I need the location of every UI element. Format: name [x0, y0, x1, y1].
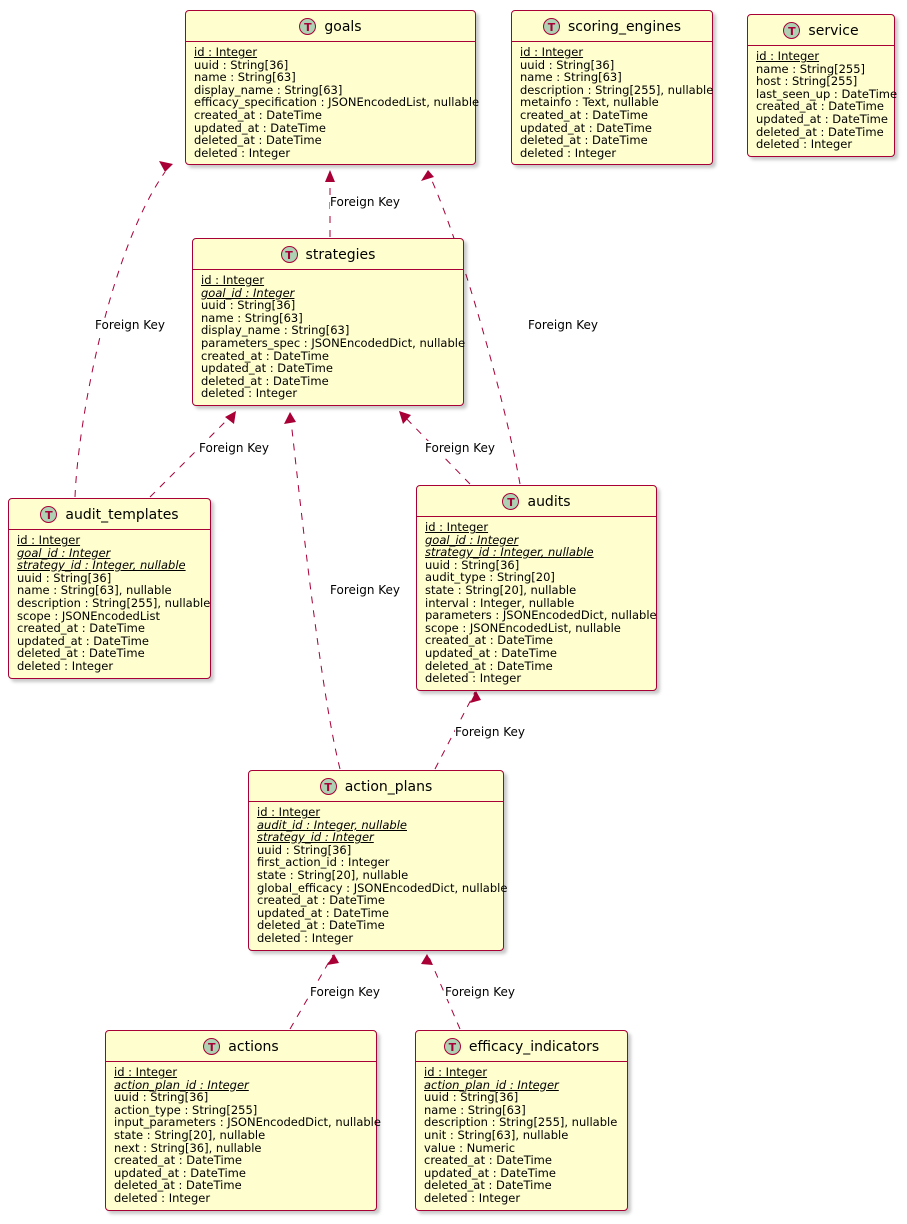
entity-field: updated_at : DateTime [756, 111, 888, 126]
entity-field: created_at : DateTime [424, 1153, 552, 1168]
entity-header-service [748, 15, 894, 46]
entity-field: uuid : String[36] [201, 298, 296, 313]
table-icon: T [444, 1038, 461, 1055]
entity-field: parameters : JSONEncodedDict, nullable [425, 608, 657, 623]
table-icon: T [543, 18, 560, 35]
entity-fields-strategies [193, 270, 466, 405]
entity-field: interval : Integer, nullable [425, 595, 575, 610]
entity-field: scope : JSONEncodedList [17, 608, 160, 623]
table-icon: T [40, 506, 57, 523]
link-audit-templates-goals [75, 172, 165, 497]
entity-field: uuid : String[36] [424, 1090, 519, 1105]
entity-fields-service [748, 46, 898, 156]
entity-header-action_plans [249, 771, 503, 802]
entity-field: updated_at : DateTime [257, 905, 389, 920]
entity-field: id : Integer [424, 1065, 488, 1079]
relationship-label: Foreign Key [310, 985, 380, 999]
entity-field: updated_at : DateTime [425, 645, 557, 660]
entity-actions[interactable] [105, 1030, 381, 1211]
entity-field: name : String[255] [756, 61, 866, 76]
entity-field: uuid : String[36] [194, 57, 289, 72]
entity-field: deleted : Integer [425, 671, 522, 686]
entity-field: action_type : String[255] [114, 1102, 258, 1117]
entity-field: action_plan_id : Integer [114, 1077, 249, 1092]
entity-field: name : String[63] [424, 1102, 526, 1117]
entity-field: id : Integer [257, 805, 321, 819]
entity-title: audit_templates [65, 506, 179, 523]
entity-field: description : String[255], nullable [520, 82, 714, 97]
entity-field: created_at : DateTime [520, 107, 648, 122]
entity-field: next : String[36], nullable [114, 1140, 262, 1155]
entity-field: goal_id : Integer [201, 285, 295, 300]
entity-field: input_parameters : JSONEncodedDict, nullable [114, 1115, 381, 1130]
entity-field: unit : String[63], nullable [424, 1127, 569, 1142]
entity-field: updated_at : DateTime [424, 1165, 556, 1180]
entity-title: efficacy_indicators [468, 1038, 600, 1055]
relationship-label: Foreign Key [330, 583, 400, 597]
entity-field: metainfo : Text, nullable [520, 95, 659, 110]
arrow-action-plans-strategies [284, 412, 296, 424]
entity-header-audit_templates [9, 499, 210, 530]
entity-field: scope : JSONEncodedList, nullable [425, 620, 621, 635]
entity-field: deleted_at : DateTime [257, 918, 385, 933]
entity-field: id : Integer [17, 533, 81, 547]
arrow-action-plans-audits [470, 691, 481, 703]
entity-field: deleted_at : DateTime [520, 133, 648, 148]
entity-field: deleted : Integer [194, 145, 291, 160]
entity-fields-scoring_engines [512, 42, 712, 164]
arrow-actions-action-plans [327, 954, 339, 965]
entity-field: state : String[20], nullable [114, 1127, 266, 1142]
entity-fields-efficacy_indicators [416, 1062, 627, 1210]
relationship-label: Foreign Key [199, 441, 269, 455]
relationship-label: Foreign Key [330, 195, 400, 209]
relationship-label: Foreign Key [528, 318, 598, 332]
entity-header-scoring_engines [512, 11, 712, 42]
table-icon: T [783, 22, 800, 39]
entity-field: uuid : String[36] [257, 842, 352, 857]
table-icon: T [299, 18, 316, 35]
table-icon: T [502, 493, 519, 510]
entity-field: deleted : Integer [114, 1190, 211, 1205]
entity-header-audits [417, 486, 656, 517]
entity-field: audit_type : String[20] [425, 570, 555, 585]
entity-header-efficacy_indicators [416, 1031, 627, 1062]
entity-field: created_at : DateTime [114, 1153, 242, 1168]
entity-field: created_at : DateTime [257, 893, 385, 908]
entity-field: uuid : String[36] [425, 557, 520, 572]
entity-fields-audit_templates [9, 530, 210, 678]
entity-field: deleted : Integer [201, 386, 298, 401]
arrow-audits-goals [421, 170, 434, 181]
entity-field: deleted_at : DateTime [425, 658, 553, 673]
entity-field: created_at : DateTime [201, 348, 329, 363]
relationship-label: Foreign Key [425, 441, 495, 455]
entity-field: created_at : DateTime [17, 621, 145, 636]
entity-field: deleted_at : DateTime [201, 373, 329, 388]
entity-audit_templates[interactable] [8, 498, 211, 679]
entity-header-actions [106, 1031, 376, 1062]
entity-field: name : String[63] [201, 310, 303, 325]
relationship-label: Foreign Key [95, 318, 165, 332]
entity-field: last_seen_up : DateTime [756, 86, 898, 101]
entity-field: audit_id : Integer, nullable [257, 817, 407, 832]
entity-field: efficacy_specification : JSONEncodedList, nullable [194, 95, 480, 110]
entity-title: strategies [305, 246, 376, 263]
entity-scoring_engines[interactable] [511, 10, 713, 165]
entity-field: first_action_id : Integer [257, 855, 390, 870]
entity-title: action_plans [344, 778, 433, 795]
entity-field: deleted_at : DateTime [424, 1178, 552, 1193]
entity-audits[interactable] [416, 485, 657, 691]
arrow-strategies-goals [325, 170, 335, 182]
table-icon: T [203, 1038, 220, 1055]
entity-title: goals [324, 18, 362, 35]
entity-field: id : Integer [194, 45, 258, 59]
arrow-efficacy-indicators-action-plans [421, 954, 433, 965]
entity-field: deleted : Integer [520, 145, 617, 160]
entity-field: id : Integer [114, 1065, 178, 1079]
entity-field: uuid : String[36] [520, 57, 615, 72]
entity-field: uuid : String[36] [17, 570, 112, 585]
entity-field: created_at : DateTime [194, 107, 322, 122]
entity-field: host : String[255] [756, 74, 858, 89]
entity-field: state : String[20], nullable [425, 582, 577, 597]
entity-field: strategy_id : Integer [257, 830, 374, 845]
entity-header-strategies [193, 239, 463, 270]
entity-field: name : String[63] [194, 70, 296, 85]
entity-fields-action_plans [249, 802, 508, 950]
entity-field: action_plan_id : Integer [424, 1077, 559, 1092]
entity-field: id : Integer [425, 520, 489, 534]
entity-strategies[interactable] [192, 238, 464, 406]
entity-title: audits [527, 493, 571, 510]
arrow-audit-templates-goals [159, 161, 173, 172]
entity-field: created_at : DateTime [756, 99, 884, 114]
entity-field: value : Numeric [424, 1140, 516, 1155]
entity-field: parameters_spec : JSONEncodedDict, nullable [201, 335, 466, 350]
entity-field: strategy_id : Integer, nullable [17, 558, 186, 573]
entity-field: name : String[63], nullable [17, 583, 172, 598]
entity-field: updated_at : DateTime [194, 120, 326, 135]
table-icon: T [281, 246, 298, 263]
entity-fields-audits [417, 517, 656, 690]
entity-efficacy_indicators[interactable] [415, 1030, 628, 1211]
relationship-label: Foreign Key [445, 985, 515, 999]
entity-field: id : Integer [520, 45, 584, 59]
entity-header-goals [186, 11, 475, 42]
entity-field: deleted_at : DateTime [17, 646, 145, 661]
entity-field: uuid : String[36] [114, 1090, 209, 1105]
entity-field: id : Integer [756, 49, 820, 63]
entity-field: deleted : Integer [17, 658, 114, 673]
entity-fields-actions [106, 1062, 381, 1210]
entity-field: updated_at : DateTime [17, 633, 149, 648]
entity-field: deleted : Integer [424, 1190, 521, 1205]
entity-field: updated_at : DateTime [201, 361, 333, 376]
entity-goals[interactable] [185, 10, 480, 165]
entity-field: deleted_at : DateTime [114, 1178, 242, 1193]
entity-title: scoring_engines [567, 18, 681, 35]
entity-fields-goals [186, 42, 480, 164]
entity-field: deleted_at : DateTime [194, 133, 322, 148]
entity-field: description : String[255], nullable [424, 1115, 618, 1130]
entity-field: state : String[20], nullable [257, 867, 409, 882]
entity-field: strategy_id : Integer, nullable [425, 545, 594, 560]
entity-field: display_name : String[63] [201, 323, 350, 338]
entity-field: updated_at : DateTime [520, 120, 652, 135]
entity-title: service [808, 22, 859, 39]
relationship-label: Foreign Key [455, 725, 525, 739]
arrow-audits-strategies [399, 411, 411, 424]
entity-action_plans[interactable] [248, 770, 508, 951]
entity-title: actions [228, 1038, 279, 1055]
entity-field: goal_id : Integer [17, 545, 111, 560]
entity-field: id : Integer [201, 273, 265, 287]
table-icon: T [320, 778, 337, 795]
entity-field: description : String[255], nullable [17, 595, 211, 610]
entity-field: deleted : Integer [257, 930, 354, 945]
entity-field: goal_id : Integer [425, 532, 519, 547]
entity-field: created_at : DateTime [425, 633, 553, 648]
entity-field: global_efficacy : JSONEncodedDict, nullable [257, 880, 508, 895]
entity-field: name : String[63] [520, 70, 622, 85]
entity-field: display_name : String[63] [194, 82, 343, 97]
entity-service[interactable] [747, 14, 898, 157]
entity-field: deleted_at : DateTime [756, 124, 884, 139]
arrow-audit-templates-strategies [225, 411, 236, 424]
entity-field: deleted : Integer [756, 137, 853, 152]
entity-field: updated_at : DateTime [114, 1165, 246, 1180]
